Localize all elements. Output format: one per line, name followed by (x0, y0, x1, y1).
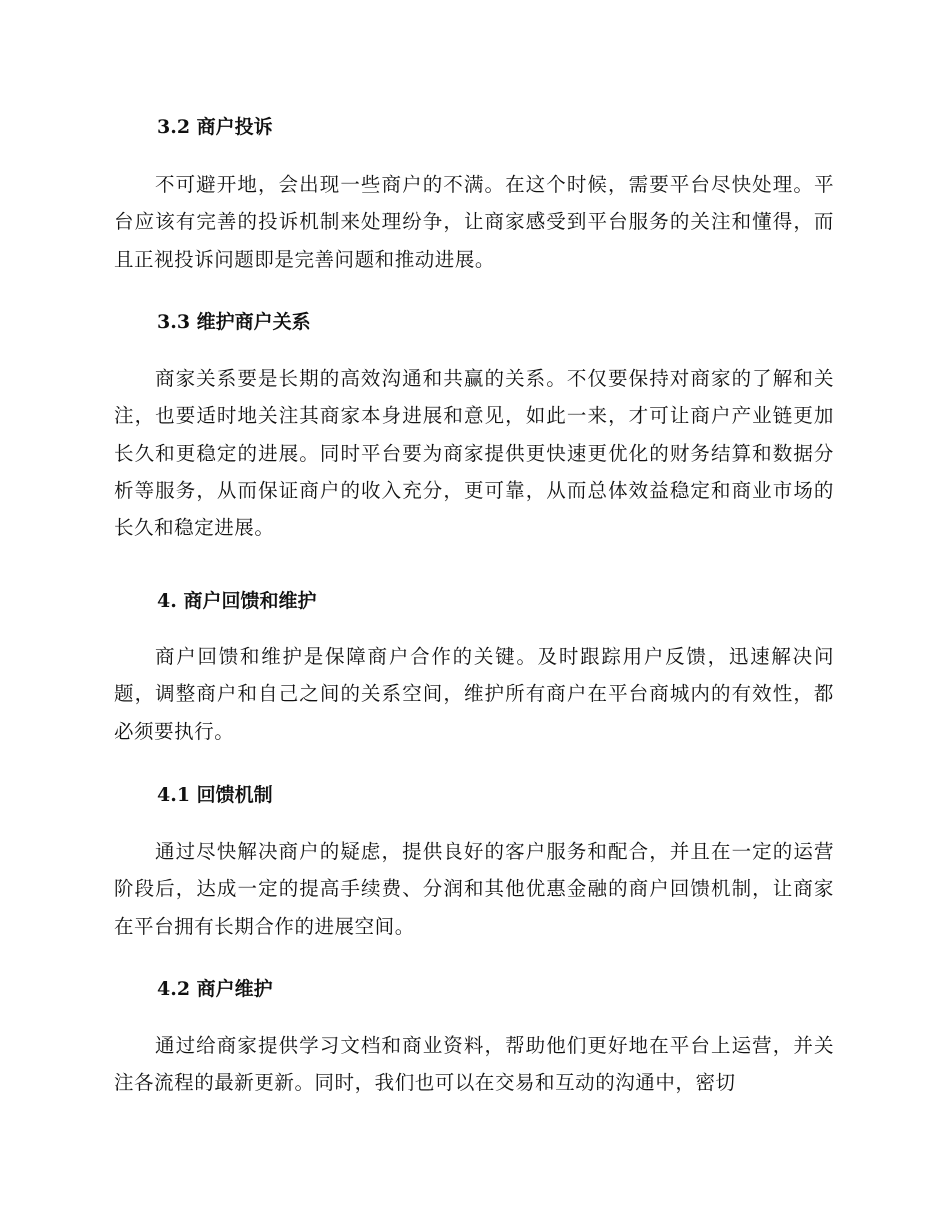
section-paragraph-4-2: 通过给商家提供学习文档和商业资料，帮助他们更好地在平台上运营，并关注各流程的最新更新。同时，我们也可以在交易和互动的沟通中，密切 (114, 1034, 834, 1095)
section-heading-3-2: 3.2 商户投诉 (157, 116, 273, 138)
section-heading-4-1: 4.1 回馈机制 (157, 784, 273, 806)
section-heading-4-2: 4.2 商户维护 (157, 978, 273, 1000)
section-paragraph-3-3: 商家关系要是长期的高效沟通和共赢的关系。不仅要保持对商家的了解和关注，也要适时地关注其商家本身进展和意见，如此一来，才可让商户产业链更加长久和更稳定的进展。同时平台要为商家提供更快速更优化的财务结算和数据分析等服务，从而保证商户的收入充分，更可靠，从而总体效益稳定和商业市场的长久和稳定进展。 (114, 367, 834, 540)
section-paragraph-4-1: 通过尽快解决商户的疑虑，提供良好的客户服务和配合，并且在一定的运营阶段后，达成一定的提高手续费、分润和其他优惠金融的商户回馈机制，让商家在平台拥有长期合作的进展空间。 (114, 840, 834, 938)
section-heading-3-3: 3.3 维护商户关系 (157, 311, 311, 333)
section-paragraph-4: 商户回馈和维护是保障商户合作的关键。及时跟踪用户反馈，迅速解决问题，调整商户和自己之间的关系空间，维护所有商户在平台商城内的有效性，都必须要执行。 (114, 645, 834, 743)
section-heading-4: 4. 商户回馈和维护 (157, 590, 317, 612)
section-paragraph-3-2: 不可避开地，会出现一些商户的不满。在这个时候，需要平台尽快处理。平台应该有完善的投诉机制来处理纷争，让商家感受到平台服务的关注和懂得，而且正视投诉问题即是完善问题和推动进展。 (114, 173, 834, 271)
